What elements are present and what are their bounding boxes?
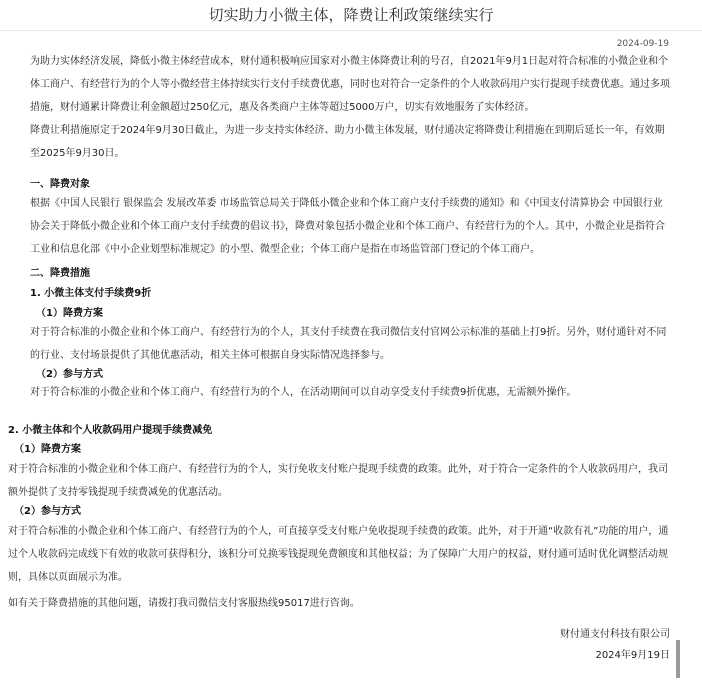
- intro-paragraph-2: 降费让利措施原定于2024年9月30日截止，为进一步支持实体经济、助力小微主体发展，财付通决定将降费让利措施在到期后延长一年，有效期至2025年9月30日。: [30, 125, 665, 159]
- section-title-measures: 二、降费措施: [30, 268, 90, 279]
- section-title-targets: 一、降费对象: [30, 179, 90, 190]
- item-2-plan-body: 对于符合标准的小微企业和个体工商户、有经营行为的个人，实行免收支付账户提现手续费的政策。此外，对于符合一定条件的个人收款码用户，我司额外提供了支持零钱提现手续费减免的优惠活动。: [8, 464, 668, 498]
- scrollbar-thumb[interactable]: [676, 640, 680, 678]
- item-1-title: 1. 小微主体支付手续费9折: [30, 288, 152, 299]
- publish-date: 2024-09-19: [616, 39, 669, 49]
- item-1-method-body: 对于符合标准的小微企业和个体工商户、有经营行为的个人，在活动期间可以自动享受支付手续费9折优惠，无需额外操作。: [30, 387, 577, 398]
- contact-note: 如有关于降费措施的其他问题，请拨打我司微信支付客服热线95017进行咨询。: [8, 598, 360, 609]
- item-1-plan-body: 对于符合标准的小微企业和个体工商户、有经营行为的个人，其支付手续费在我司微信支付官网公示标准的基础上打9折。另外，财付通针对不同的行业、支付场景提供了其他优惠活动，相关主体可根据自身实际情况选择参与。: [30, 327, 667, 361]
- item-2-method-title: （2）参与方式: [14, 506, 81, 517]
- intro-paragraph-1: 为助力实体经济发展，降低小微主体经营成本，财付通积极响应国家对小微主体降费让利的号召，自2021年9月1日起对符合标准的小微企业和个体工商户、有经营行为的个人等小微经营主体持续实行支付手续费优惠，同时也对符合一定条件的个人收款码用户实行提现手续费优惠。通过多项措施，财付通累计降费让利金额超过250亿元，惠及各类商户主体等超过5000万户，切实有效地服务了实体经济。: [30, 56, 670, 113]
- item-2-title: 2. 小微主体和个人收款码用户提现手续费减免: [8, 425, 213, 436]
- section-body-targets: 根据《中国人民银行 银保监会 发展改革委 市场监管总局关于降低小微企业和个体工商户支付手续费的通知》和《中国支付清算协会 中国银行业协会关于降低小微企业和个体工商户支付手续费的倡议书》，降费对象包括小微企业和个体工商户、有经营行为的个人。其中，小微企业是指符合工业和信息化部《中小企业划型标准规定》的小型、微型企业；个体工商户是指在市场监管部门登记的个体工商户。: [30, 198, 665, 255]
- page-title: 切实助力小微主体，降费让利政策继续实行: [208, 6, 494, 24]
- item-1-method-title: （2）参与方式: [36, 369, 103, 380]
- item-2-plan-title: （1）降费方案: [14, 444, 81, 455]
- item-2-method-body: 对于符合标准的小微企业和个体工商户、有经营行为的个人，可直接享受支付账户免收提现手续费的政策。此外，对于开通“收款有礼”功能的用户，通过个人收款码完成线下有效的收款可获得积分，该积分可兑换零钱提现免费额度和其他权益；为了保障广大用户的权益，财付通可适时优化调整活动规则，具体以页面展示为准。: [8, 526, 669, 583]
- signature-date: 2024年9月19日: [595, 650, 670, 661]
- item-1-plan-title: （1）降费方案: [36, 308, 103, 319]
- page-header: [0, 0, 702, 31]
- signature-org: 财付通支付科技有限公司: [560, 629, 670, 640]
